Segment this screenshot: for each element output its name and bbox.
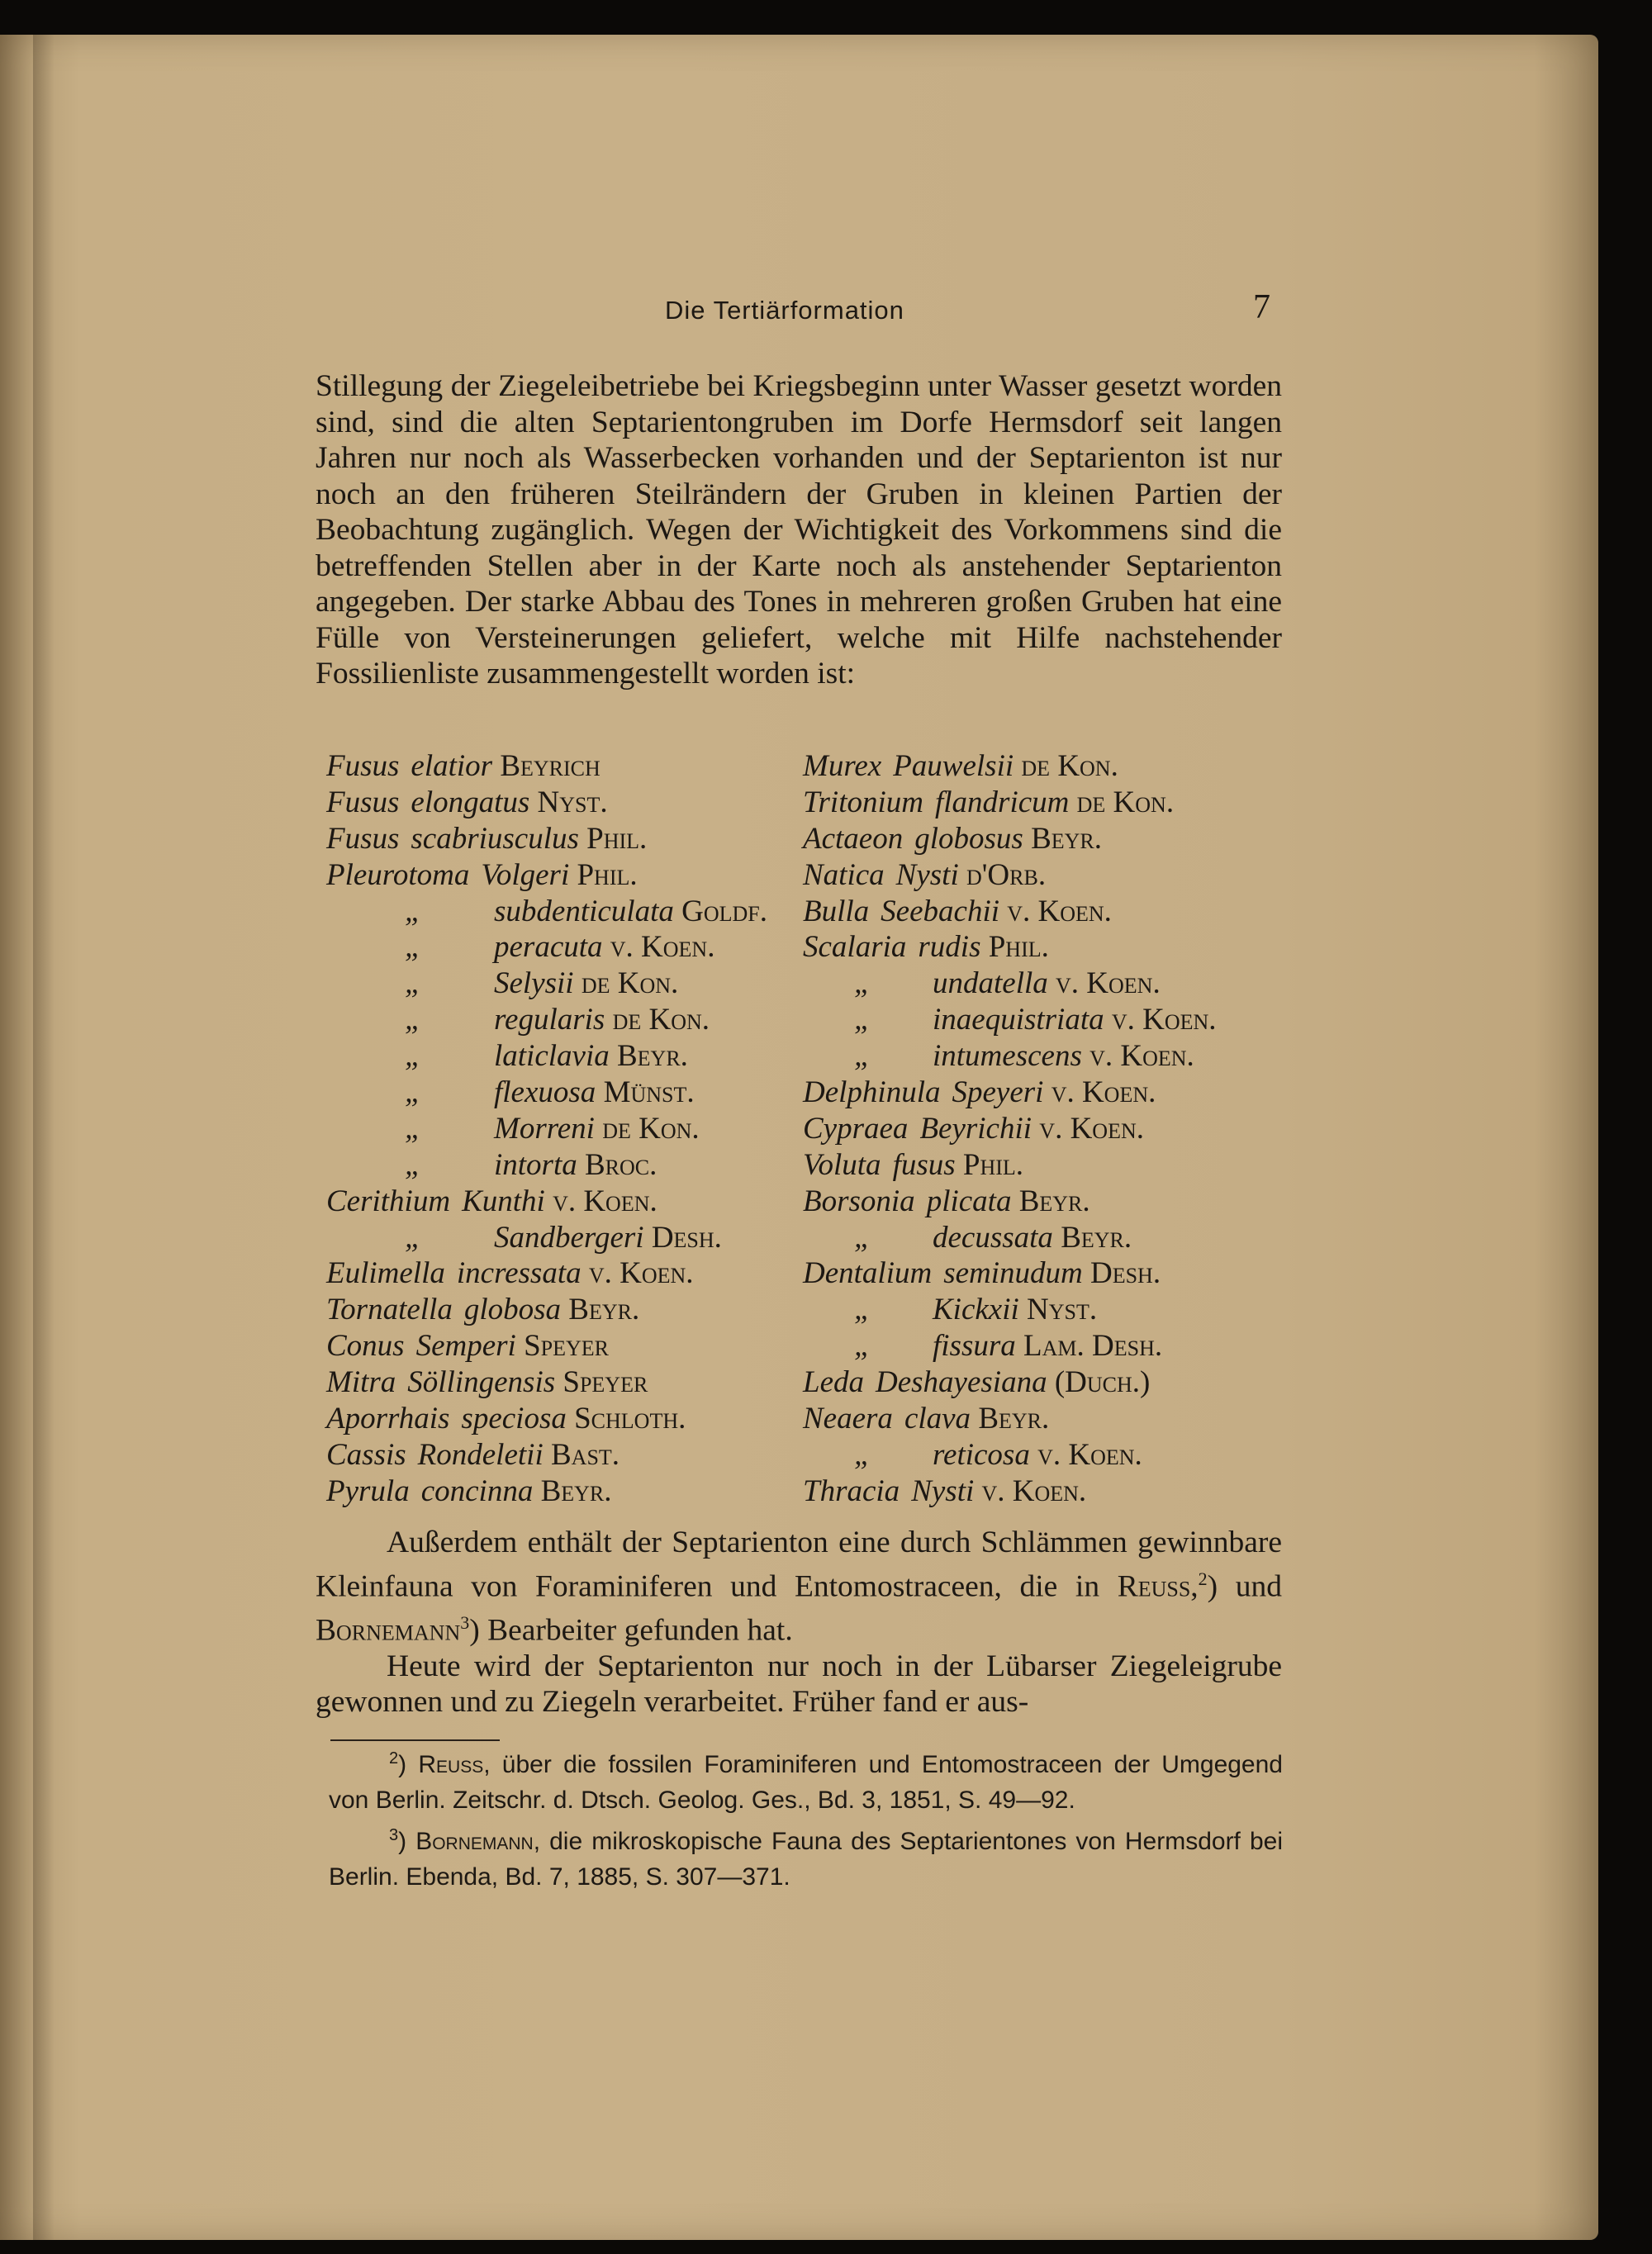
species-entry [803, 966, 1217, 1002]
ditto-mark [326, 1075, 494, 1111]
author-abbreviation: v. Koen. [1056, 966, 1161, 1001]
ditto-mark [803, 1220, 933, 1256]
author-abbreviation: Lam. Desh. [1023, 1329, 1163, 1364]
genus-name: Delphinula [803, 1075, 941, 1110]
ditto-symbol: „ [854, 1220, 871, 1255]
genus-name: Pyrula [326, 1473, 410, 1508]
author-abbreviation: Broc. [585, 1147, 657, 1182]
species-entry [803, 748, 1217, 785]
species-epithet: laticlavia [494, 1039, 610, 1074]
species-entry [803, 1147, 1217, 1184]
species-entry [803, 894, 1217, 930]
author-abbreviation: Phil. [988, 930, 1049, 965]
author-abbreviation: Beyr. [1031, 821, 1102, 856]
species-epithet: elatior [411, 749, 493, 783]
author-abbreviation: Schloth. [574, 1402, 686, 1436]
author-abbreviation: v. Koen. [1051, 1075, 1156, 1110]
species-entry [326, 929, 767, 966]
species-entry [326, 821, 767, 857]
species-epithet: Beyrichii [919, 1111, 1032, 1146]
author-abbreviation: v. Koen. [1039, 1111, 1144, 1146]
species-epithet: fusus [892, 1147, 956, 1182]
species-epithet: incressata [456, 1256, 582, 1291]
species-epithet: Nysti [895, 857, 959, 892]
genus-name: Neaera [803, 1402, 893, 1436]
species-entry [803, 821, 1217, 857]
para2-text-3: ) Bearbeiter gefunden hat. [469, 1613, 793, 1647]
species-epithet: Deshayesiana [876, 1365, 1047, 1400]
page-spine-shadow [33, 35, 55, 2240]
author-abbreviation: v. Koen. [588, 1256, 694, 1291]
species-entry [326, 857, 767, 894]
author-abbreviation: Beyr. [978, 1402, 1050, 1436]
author-abbreviation: v. Koen. [1089, 1039, 1194, 1074]
ditto-symbol: „ [405, 966, 422, 1001]
species-epithet: plicata [926, 1184, 1012, 1218]
species-entry [326, 1075, 767, 1111]
ditto-symbol: „ [854, 966, 871, 1001]
species-entry [326, 1473, 767, 1510]
species-entry [326, 894, 767, 930]
species-epithet: subdenticulata [494, 894, 674, 928]
genus-name: Leda [803, 1365, 864, 1400]
genus-name: Tornatella [326, 1293, 453, 1327]
species-entry [326, 1364, 767, 1401]
species-epithet: globosus [914, 821, 1023, 856]
species-epithet: Speyeri [952, 1075, 1044, 1110]
species-entry [803, 1364, 1217, 1401]
species-entry [326, 1401, 767, 1437]
author-abbreviation: Speyer [524, 1329, 609, 1364]
ditto-mark [803, 1038, 933, 1075]
species-epithet: intumescens [933, 1039, 1082, 1074]
species-epithet: Seebachii [881, 894, 999, 928]
ditto-mark [803, 966, 933, 1002]
genus-name: Tritonium [803, 785, 923, 819]
ditto-symbol: „ [854, 1293, 871, 1327]
genus-name: Cerithium [326, 1184, 451, 1218]
ditto-symbol: „ [405, 894, 422, 928]
author-abbreviation: v. Koen. [553, 1184, 657, 1218]
footnote-text: , die mikroskopische Fauna des Septarientones von Hermsdorf bei Berlin. Ebenda, Bd. 7, 1885, S. 307—371. [329, 1828, 1283, 1891]
species-epithet: elongatus [411, 785, 530, 819]
species-epithet: Semperi [415, 1329, 516, 1364]
paragraph-microfauna [316, 1525, 1282, 1649]
species-entry [326, 1111, 767, 1147]
species-entry [803, 929, 1217, 966]
species-entry [326, 1002, 767, 1038]
species-epithet: concinna [420, 1473, 534, 1508]
genus-name: Eulimella [326, 1256, 445, 1291]
footnote-text: , über die fossilen Foraminiferen und Entomostraceen der Umgegend von Berlin. Zeitschr. d. Dtsch. Geolog. Ges., Bd. 3, 1851, S. 49—92. [329, 1751, 1283, 1814]
species-epithet: Morreni [494, 1111, 595, 1146]
ditto-symbol: „ [854, 1329, 871, 1364]
footnote-author: Bornemann [415, 1828, 534, 1855]
species-epithet: reticosa [933, 1437, 1030, 1472]
author-abbreviation: Desh. [651, 1220, 722, 1255]
genus-name: Mitra [326, 1365, 396, 1400]
ditto-symbol: „ [854, 1003, 871, 1037]
species-entry [326, 1184, 767, 1220]
para2-text-2: ) und [1207, 1569, 1282, 1603]
ditto-mark [326, 894, 494, 930]
species-entry [803, 1002, 1217, 1038]
ditto-symbol: „ [405, 930, 422, 965]
species-epithet: Volgeri [481, 857, 570, 892]
author-abbreviation: d'Orb. [966, 857, 1047, 892]
ditto-mark [326, 1111, 494, 1147]
genus-name: Pleurotoma [326, 857, 470, 892]
species-epithet: undatella [933, 966, 1048, 1001]
author-abbreviation: Beyr. [617, 1039, 688, 1074]
species-epithet: Sandbergeri [494, 1220, 644, 1255]
species-entry [803, 1038, 1217, 1075]
genus-name: Bulla [803, 894, 870, 928]
footnote-mark: 2 [389, 1749, 399, 1768]
author-abbreviation: de Kon. [581, 966, 679, 1001]
species-entry [326, 748, 767, 785]
species-entry [803, 1328, 1217, 1364]
species-entry [803, 1184, 1217, 1220]
author-abbreviation: de Kon. [612, 1003, 710, 1037]
footnote: $^2$) Reuss, über die fossilen Foraminiferen und Entomostraceen der Umgegend von Berlin. Zeitschr. d. Dtsch. Geolog. Ges., Bd. 3, 1851, S. 49—92. [329, 1749, 1283, 1814]
author-bornemann: Bornemann [316, 1613, 461, 1647]
author-abbreviation: (Duch.) [1054, 1365, 1151, 1400]
author-abbreviation: de Kon. [602, 1111, 700, 1146]
species-epithet: globosa [463, 1293, 562, 1327]
author-abbreviation: v. Koen. [981, 1473, 1087, 1508]
footnote-author: Reuss [418, 1751, 484, 1778]
species-entry [803, 1401, 1217, 1437]
species-epithet: Pauwelsii [893, 749, 1014, 783]
genus-name: Voluta [803, 1147, 881, 1182]
genus-name: Fusus [326, 749, 400, 783]
species-entry [803, 1437, 1217, 1473]
author-abbreviation: Bast. [550, 1437, 620, 1472]
ditto-symbol: „ [405, 1147, 422, 1182]
genus-name: Aporrhais [326, 1402, 450, 1436]
genus-name: Fusus [326, 821, 400, 856]
author-abbreviation: Beyr. [540, 1473, 612, 1508]
species-epithet: inaequistriata [933, 1003, 1104, 1037]
author-abbreviation: Speyer [563, 1365, 648, 1400]
ditto-mark [803, 1292, 933, 1328]
genus-name: Conus [326, 1329, 405, 1364]
species-entry [803, 1292, 1217, 1328]
genus-name: Dentalium [803, 1256, 933, 1291]
ditto-symbol: „ [405, 1220, 422, 1255]
species-epithet: fissura [933, 1329, 1016, 1364]
page-number: 7 [1253, 288, 1270, 326]
species-entry [326, 1255, 767, 1292]
species-epithet: speciosa [461, 1402, 567, 1436]
genus-name: Murex [803, 749, 882, 783]
author-abbreviation: Phil. [577, 857, 638, 892]
ditto-symbol: „ [405, 1075, 422, 1110]
species-epithet: intorta [494, 1147, 577, 1182]
species-epithet: Selysii [494, 966, 574, 1001]
species-epithet: rudis [918, 930, 981, 965]
species-epithet: seminudum [943, 1256, 1083, 1291]
author-abbreviation: Münst. [603, 1075, 695, 1110]
species-epithet: Kunthi [462, 1184, 545, 1218]
species-epithet: Kickxii [933, 1293, 1019, 1327]
ditto-symbol: „ [854, 1039, 871, 1074]
footnotes [329, 1741, 1283, 1895]
species-entry [326, 1328, 767, 1364]
genus-name: Borsonia [803, 1184, 915, 1218]
species-entry [803, 1473, 1217, 1510]
fossil-list-right-column [803, 748, 1217, 1510]
author-abbreviation: Nyst. [537, 785, 608, 819]
author-abbreviation: Goldf. [681, 894, 767, 928]
species-entry [803, 857, 1217, 894]
species-entry [803, 1220, 1217, 1256]
ditto-mark [326, 966, 494, 1002]
para2-comma: , [1190, 1569, 1199, 1603]
author-abbreviation: v. Koen. [1111, 1003, 1217, 1037]
ditto-symbol: „ [854, 1437, 871, 1472]
footnote-ref-3: 3 [460, 1611, 470, 1633]
author-abbreviation: Beyr. [1018, 1184, 1090, 1218]
author-abbreviation: v. Koen. [610, 930, 715, 965]
footnote-ref-2: 2 [1198, 1568, 1208, 1589]
footnote: $^3$) Bornemann, die mikroskopische Fauna des Septarientones von Hermsdorf bei Berlin. Ebenda, Bd. 7, 1885, S. 307—371. [329, 1826, 1283, 1891]
species-entry [803, 785, 1217, 821]
author-abbreviation: Phil. [962, 1147, 1024, 1182]
author-abbreviation: Beyrich [500, 749, 601, 783]
ditto-mark [326, 1038, 494, 1075]
ditto-symbol: „ [405, 1003, 422, 1037]
book-page [0, 35, 1598, 2240]
genus-name: Thracia [803, 1473, 900, 1508]
intro-text: Stillegung der Ziegeleibetriebe bei Kriegsbeginn unter Wasser gesetzt worden sind, sind die alten Septarientongruben im Dorfe Hermsdorf seit langen Jahren nur noch als Wasserbecken vorhanden und der Septarienton ist nur noch an den früheren Steilrändern der Gruben in kleinen Partien der Beobachtung zugänglich. Wegen der Wichtigkeit des Vorkommens sind die betreffenden Stellen aber in der Karte noch als anstehender Septarienton angegeben. Der starke Abbau des Tones in mehreren großen Gruben hat eine Fülle von Versteinerungen geliefert, welche mit Hilfe nachstehender Fossilienliste zusammengestellt worden ist: [316, 369, 1282, 690]
genus-name: Actaeon [803, 821, 904, 856]
species-entry [326, 1147, 767, 1184]
author-abbreviation: v. Koen. [1037, 1437, 1142, 1472]
species-epithet: flexuosa [494, 1075, 596, 1110]
species-epithet: regularis [494, 1003, 605, 1037]
species-entry [326, 1437, 767, 1473]
species-epithet: flandricum [935, 785, 1070, 819]
genus-name: Fusus [326, 785, 400, 819]
ditto-mark [803, 1437, 933, 1473]
running-header: Die Tertiärformation [665, 296, 904, 325]
species-entry [326, 966, 767, 1002]
author-abbreviation: Desh. [1090, 1256, 1161, 1291]
intro-paragraph [316, 368, 1282, 692]
species-entry [326, 1038, 767, 1075]
species-epithet: scabriusculus [411, 821, 579, 856]
footnote-mark: 3 [389, 1826, 399, 1844]
species-entry [326, 785, 767, 821]
para2-text-1: Außerdem enthält der Septarienton eine durch Schlämmen gewinnbare Kleinfauna von Foraminiferen und Entomostraceen, die in [316, 1526, 1282, 1603]
author-abbreviation: de Kon. [1076, 785, 1175, 819]
author-reuss: Reuss [1117, 1569, 1191, 1603]
ditto-mark [326, 1220, 494, 1256]
species-epithet: decussata [933, 1220, 1053, 1255]
ditto-mark [803, 1002, 933, 1038]
ditto-symbol: „ [405, 1111, 422, 1146]
genus-name: Cassis [326, 1437, 406, 1472]
genus-name: Scalaria [803, 930, 907, 965]
fossil-list-left-column [326, 748, 767, 1510]
ditto-mark [326, 1002, 494, 1038]
genus-name: Natica [803, 857, 885, 892]
paragraph-today: Heute wird der Septarienton nur noch in der Lübarser Ziegeleigrube gewonnen und zu Ziegeln verarbeitet. Früher fand er aus- [316, 1649, 1282, 1719]
species-epithet: Rondeletii [417, 1437, 544, 1472]
author-abbreviation: Phil. [586, 821, 648, 856]
ditto-mark [326, 1147, 494, 1184]
author-abbreviation: Nyst. [1027, 1293, 1098, 1327]
ditto-mark [803, 1328, 933, 1364]
species-entry [803, 1255, 1217, 1292]
species-entry [326, 1292, 767, 1328]
ditto-mark [326, 929, 494, 966]
species-epithet: Nysti [911, 1473, 975, 1508]
genus-name: Cypraea [803, 1111, 909, 1146]
species-epithet: clava [904, 1402, 971, 1436]
author-abbreviation: Beyr. [1061, 1220, 1132, 1255]
species-epithet: Söllingensis [407, 1365, 556, 1400]
species-entry [326, 1220, 767, 1256]
author-abbreviation: de Kon. [1021, 749, 1118, 783]
ditto-symbol: „ [405, 1039, 422, 1074]
species-entry [803, 1075, 1217, 1111]
species-entry [803, 1111, 1217, 1147]
author-abbreviation: v. Koen. [1007, 894, 1112, 928]
species-epithet: peracuta [494, 930, 603, 965]
main-text-continued [316, 1525, 1282, 1720]
author-abbreviation: Beyr. [568, 1293, 640, 1327]
